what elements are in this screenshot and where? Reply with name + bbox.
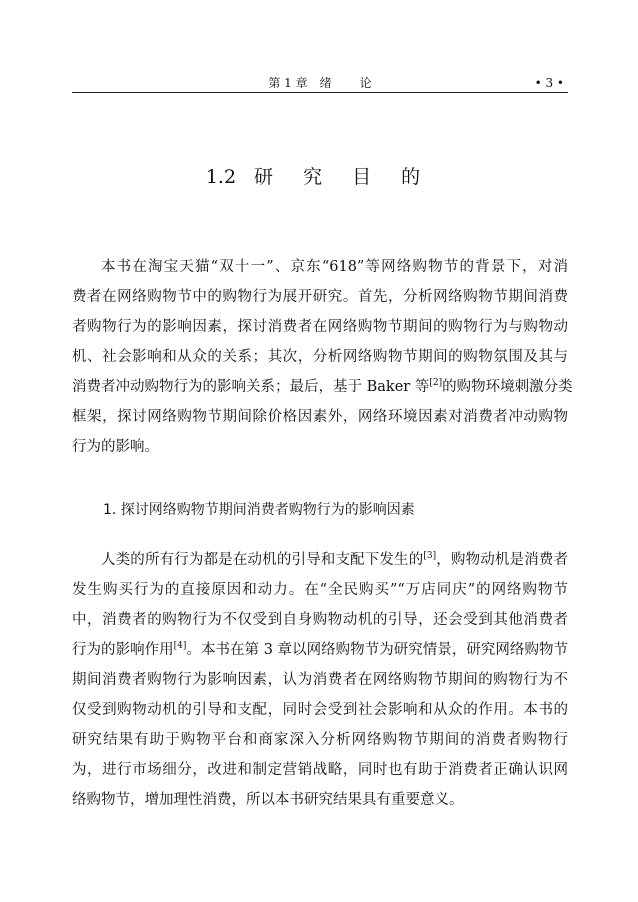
chapter-word-2: 论: [359, 76, 372, 90]
running-header: [72, 74, 568, 93]
paragraph-line: 行为的影响。: [72, 439, 159, 455]
paragraph-line-part: 行为的影响作用: [72, 642, 174, 658]
paragraph-line: 费者在网络购物节中的购物行为展开研究。首先，分析网络购物节期间消费: [72, 289, 568, 305]
paragraph-line-with-ref: [72, 635, 568, 665]
subsection-heading: 1. 探讨网络购物节期间消费者购物行为的影响因素: [103, 502, 415, 518]
paragraph-2: [72, 545, 568, 815]
chapter-word-1: 绪: [319, 76, 332, 90]
paragraph-line: 者购物行为的影响因素，探讨消费者在网络购物节期间的购物行为与购物动: [72, 319, 568, 335]
paragraph-line-part: 人类的所有行为都是在动机的引导和支配下发生的: [101, 552, 424, 568]
paragraph-line: 本书在淘宝天猫“双十一”、京东“618”等网络购物节的背景下，对消: [101, 259, 568, 275]
paragraph-line: 络购物节，增加理性消费，所以本书研究结果具有重要意义。: [72, 792, 464, 808]
section-title-text: 研 究 目 的: [254, 166, 433, 188]
citation-ref: [3]: [423, 551, 437, 561]
section-title: [0, 162, 638, 189]
paragraph-1: [72, 252, 573, 462]
paragraph-line: 为，进行市场细分，改进和制定营销战略，同时也有助于消费者正确认识网: [72, 762, 568, 778]
paragraph-line: 仅受到购物动机的引导和支配，同时会受到社会影响和从众的作用。本书的: [72, 702, 568, 718]
paragraph-line: 框架，探讨网络购物节期间除价格因素外，网络环境因素对消费者冲动购物: [72, 409, 568, 425]
paragraph-line-part: 的购物环境刺激分类: [442, 379, 573, 395]
paragraph-line-part: 。本书在第 3 章以网络购物节为研究情景，研究网络购物节: [186, 642, 568, 658]
citation-ref: [2]: [429, 378, 443, 388]
page-number: • 3 •: [534, 76, 564, 90]
paragraph-line-with-ref: [72, 372, 573, 402]
paragraph-line: 机、社会影响和从众的关系；其次，分析网络购物节期间的购物氛围及其与: [72, 349, 568, 365]
paragraph-line-part: ，购物动机是消费者: [436, 552, 569, 568]
paragraph-line: 中，消费者的购物行为不仅受到自身购物动机的引导，还会受到其他消费者: [72, 612, 568, 628]
paragraph-line: 研究结果有助于购物平台和商家深入分析网络购物节期间的消费者购物行: [72, 732, 568, 748]
chapter-number: 第 1 章: [268, 76, 308, 90]
section-number: 1.2: [205, 166, 237, 188]
paragraph-line-part: 消费者冲动购物行为的影响关系；最后，基于 Baker 等: [72, 379, 430, 395]
chapter-heading: [72, 74, 568, 92]
citation-ref: [4]: [173, 641, 187, 651]
paragraph-line: 期间消费者购物行为影响因素，认为消费者在网络购物节期间的购物行为不: [72, 672, 568, 688]
paragraph-line: 发生购买行为的直接原因和动力。在“全民购买”“万店同庆”的网络购物节: [72, 582, 568, 598]
paragraph-line-with-ref: [72, 545, 568, 575]
